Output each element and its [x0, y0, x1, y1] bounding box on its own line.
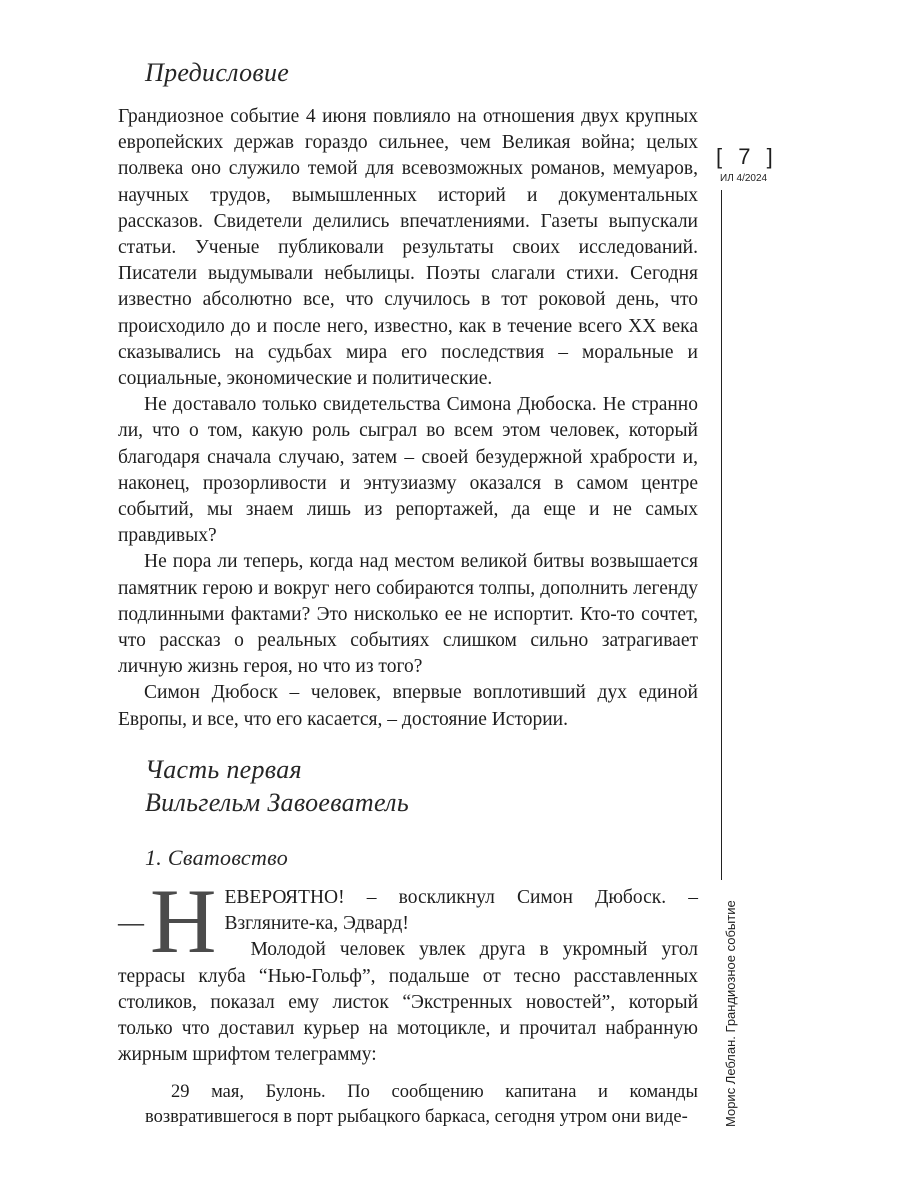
chapter-opening: ЕВЕРОЯТНО! – воскликнул Симон Дюбоск. – Взгляните-ка, Эдвард! — [224, 887, 698, 935]
dropcap-group — [118, 870, 217, 972]
dialogue-dash: — — [118, 908, 144, 937]
preface-paragraph: Не пора ли теперь, когда над местом великой битвы возвышается памятник герою и вокруг него собираются толпы, дополнить легенду подлинными фактами? Это нисколько ее не испортит. Кто-то сочтет, что рассказ о реальных событиях слишком сильно затрагивает личную жизнь героя, но что из того? — [118, 551, 698, 678]
chapter-body — [118, 870, 698, 1068]
journal-issue: ИЛ 4/2024 — [720, 173, 768, 184]
chapter-title: 1. Сватовство — [145, 845, 289, 870]
preface-body — [118, 104, 698, 733]
preface-paragraph: Не доставало только свидетельства Симона Дюбоска. Не странно ли, что о том, какую роль сыграл во всем этом человек, который благодаря сначала случаю, затем – своей безудержной храбрости и, наконец, прозорливости и энтузиазму оказался в самом центре событий, мы знаем лишь из репортажей, да еще и не самых правдивых? — [118, 394, 698, 547]
drop-cap: Н — [150, 870, 217, 972]
chapter-paragraph: Молодой человек увлек друга в укромный угол террасы клуба “Нью-Гольф”, подальше от тесно расставленных столиков, показал ему листок “Экстренных новостей”, который только что доставил курьер на мотоцикле, и прочитал набранную жирным шрифтом телеграмму: — [118, 939, 698, 1066]
preface-paragraph: Грандиозное событие 4 июня повлияло на отношения двух крупных европейских держав гораздо сильнее, чем Великая война; целых полвека оно служило темой для всевозможных романов, мемуаров, научных трудов, вымышленных историй и документальных рассказов. Свидетели делились впечатлениями. Газеты выпускали статьи. Ученые публиковали результаты своих исследований. Писатели выдумывали небылицы. Поэты слагали стихи. Сегодня известно абсолютно все, что случилось в тот роковой день, что происходило до и после него, известно, как в течение всего XX века сказывались на судьбах мира его последствия – моральные и социальные, экономические и политические. — [118, 106, 698, 390]
running-title: Морис Леблан. Грандиозное событие — [723, 900, 738, 1127]
preface-title: Предисловие — [145, 58, 290, 87]
margin-rule — [721, 190, 722, 880]
preface-paragraph: Симон Дюбоск – человек, впервые воплотивший дух единой Европы, и все, что его касается, – достояние Истории. — [118, 682, 698, 730]
part-subtitle: Вильгельм Завоеватель — [145, 788, 409, 817]
telegram-text: 29 мая, Булонь. По сообщению капитана и команды возвратившегося в порт рыбацкого баркаса, сегодня утром они виде- — [145, 1082, 698, 1127]
telegram-quote — [145, 1080, 698, 1130]
part-title: Часть первая — [145, 755, 302, 784]
page-number: [ 7 ] — [716, 144, 778, 169]
